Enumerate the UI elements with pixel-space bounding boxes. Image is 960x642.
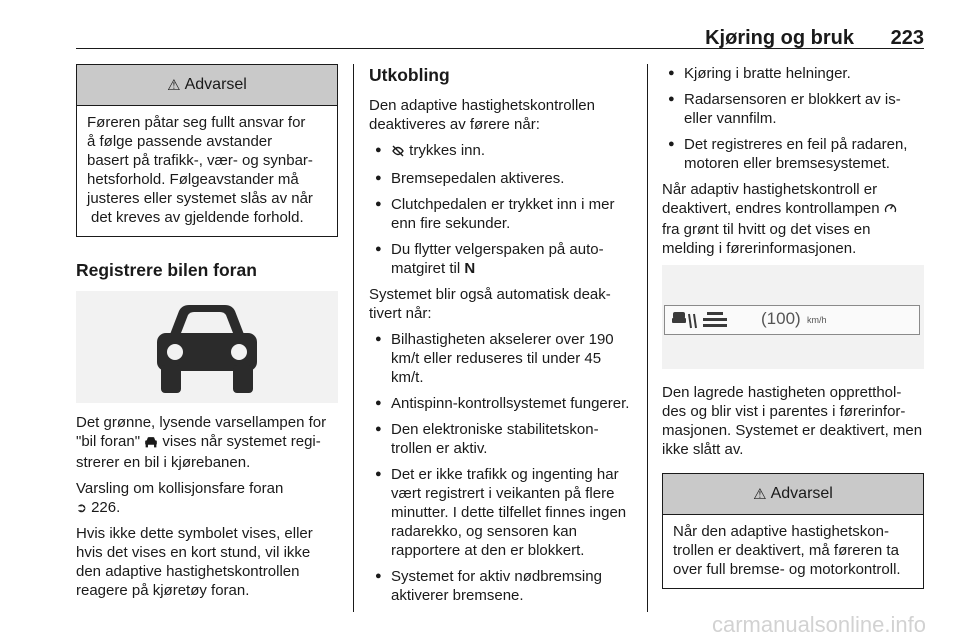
vehicle-ahead-icon xyxy=(147,299,267,395)
list-item: ● Bremsepedalen aktiveres. xyxy=(369,169,632,188)
lane-assist-icon xyxy=(671,310,697,335)
warning-header xyxy=(77,65,337,106)
driver-info-display-image xyxy=(662,265,924,369)
paragraph: Den adaptive hastighetskontrollen deaktiveres av førere når: xyxy=(369,97,595,133)
warning-triangle-icon: ⚠ xyxy=(167,77,181,94)
warning-line: hetsforhold. Følgeavstander må xyxy=(87,171,299,188)
page-header xyxy=(76,0,924,49)
warning-line: det kreves av gjeldende forhold. xyxy=(91,209,304,226)
section-heading: Registrere bilen foran xyxy=(76,260,257,280)
paragraph: Det grønne, lysende varsellampen for "bil foran" vises når systemet regi-strerer en bil i kjørebanen. xyxy=(76,414,327,471)
warning-header xyxy=(663,474,923,515)
section-title: Kjøring og bruk xyxy=(705,27,854,49)
paragraph: Den lagrede hastigheten oppretthol-des og blir vist i parentes i førerinfor-masjonen. Systemet er deaktivert, men ikke slått av. xyxy=(662,384,923,458)
column-divider xyxy=(647,64,648,612)
list-item: ● Systemet for aktiv nødbremsing aktiverer bremsene. xyxy=(369,567,632,605)
bullet-list xyxy=(662,64,924,173)
following-distance-icon xyxy=(703,311,727,334)
paragraph: Systemet blir også automatisk deak-tivert når: xyxy=(369,286,611,322)
column-left xyxy=(76,64,338,607)
cruise-control-icon xyxy=(884,201,897,220)
warning-triangle-icon: ⚠ xyxy=(753,486,767,503)
list-item: ● Radarsensoren er blokkert av is-eller vannfilm. xyxy=(662,90,924,128)
list-item: ● Antispinn-kontrollsystemet fungerer. xyxy=(369,394,632,413)
set-speed-value: (100) xyxy=(761,309,801,328)
paragraph: Hvis ikke dette symbolet vises, eller hvis det vises en kort stund, vil ikke den adaptive hastighetskontrollen reagere på kjøretøy foran. xyxy=(76,525,313,599)
driver-info-display xyxy=(664,305,920,335)
list-item: ● Det er ikke trafikk og ingenting har vært registrert i veikanten på flere minutter. I dette tilfellet finnes ingen radarekko, og sensoren kan rapportere at den er blokkert. xyxy=(369,465,632,560)
list-item: ● Kjøring i bratte helninger. xyxy=(662,64,924,83)
warning-line: å følge passende avstander xyxy=(87,133,273,150)
vehicle-ahead-icon xyxy=(144,434,158,453)
warning-title: Advarsel xyxy=(770,485,833,502)
list-item: ● Clutchpedalen er trykket inn i mer enn fire sekunder. xyxy=(369,195,632,233)
warning-line: basert på trafikk-, vær- og synbar- xyxy=(87,152,313,169)
cruise-cancel-icon xyxy=(391,143,405,162)
vehicle-ahead-image xyxy=(76,291,338,403)
page-reference[interactable]: 226. xyxy=(91,499,121,516)
warning-box xyxy=(662,473,924,589)
column-middle xyxy=(369,64,632,612)
warning-line: Føreren påtar seg fullt ansvar for xyxy=(87,114,306,131)
list-item: ● trykkes inn. xyxy=(369,141,632,162)
paragraph: Varsling om kollisjonsfare foran ➲ 226. xyxy=(76,480,284,516)
section-heading: Utkobling xyxy=(369,65,450,85)
column-right xyxy=(662,64,924,611)
list-item: ● Du flytter velgerspaken på auto-matgiret til N xyxy=(369,240,632,278)
speed-unit: km/h xyxy=(807,315,827,325)
bullet-list xyxy=(369,330,632,605)
list-item: ● Den elektroniske stabilitetskon-trollen er aktiv. xyxy=(369,420,632,458)
warning-text: Når den adaptive hastighetskon-trollen er deaktivert, må føreren ta over full bremse- og motorkontroll. xyxy=(673,523,901,578)
watermark: carmanualsonline.info xyxy=(711,612,926,637)
warning-text xyxy=(77,106,337,236)
warning-box xyxy=(76,64,338,237)
paragraph: Når adaptiv hastighetskontroll er deaktivert, endres kontrollampen fra grønt til hvitt og det vises en melding i førerinformasjonen. xyxy=(662,180,924,258)
bullet-list xyxy=(369,141,632,278)
column-divider xyxy=(353,64,354,612)
page-reference-icon: ➲ xyxy=(76,500,87,515)
warning-line: justeres eller systemet slås av når xyxy=(87,190,313,207)
list-item: ● Bilhastigheten akselerer over 190 km/t eller reduseres til under 45 km/t. xyxy=(369,330,632,387)
page-number: 223 xyxy=(890,27,924,49)
warning-title: Advarsel xyxy=(184,76,247,93)
list-item: ● Det registreres en feil på radaren, motoren eller bremsesystemet. xyxy=(662,135,924,173)
